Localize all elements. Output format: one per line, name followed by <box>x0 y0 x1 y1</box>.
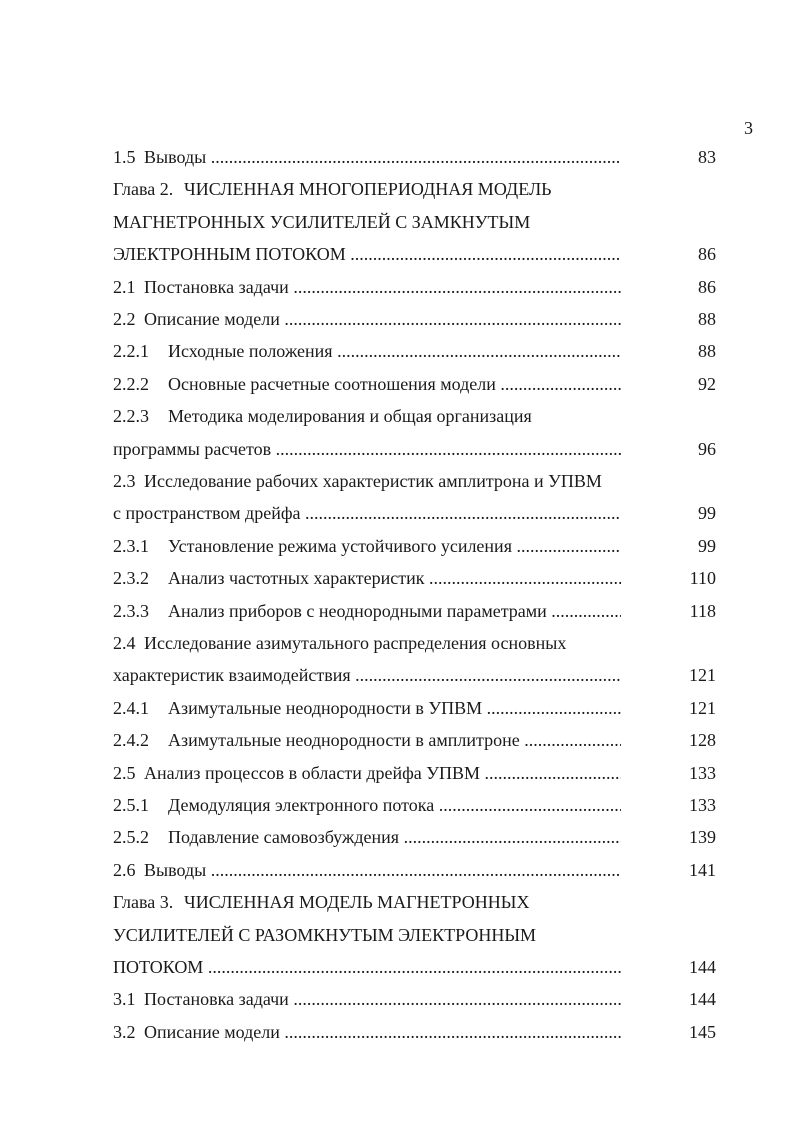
toc-entry-number: Глава 3. <box>113 892 174 912</box>
toc-entry-page: 141 <box>689 860 716 880</box>
toc-entry-number: 2.5.2 <box>113 827 149 847</box>
toc-entry-number: 2.4.2 <box>113 730 149 750</box>
toc-entry-number: 1.5 <box>113 147 136 167</box>
toc-entry-title: Описание модели <box>144 1022 280 1042</box>
toc-entry-number: 2.2.3 <box>113 406 149 426</box>
toc-entry-number: 2.4 <box>113 633 136 653</box>
toc-entry-title: Анализ процессов в области дрейфа УПВМ <box>144 763 481 783</box>
toc-entry <box>113 567 621 589</box>
toc-entry <box>113 794 621 816</box>
toc-entry-title: УСИЛИТЕЛЕЙ С РАЗОМКНУТЫМ ЭЛЕКТРОННЫМ <box>113 925 537 945</box>
toc-entry-page: 92 <box>698 374 716 394</box>
toc-entry-number: 2.3.3 <box>113 601 149 621</box>
toc-entry-title: ЧИСЛЕННАЯ МНОГОПЕРИОДНАЯ МОДЕЛЬ <box>184 179 552 199</box>
toc-entry-page: 133 <box>689 763 716 783</box>
toc-entry <box>113 1021 621 1043</box>
toc-entry-title: Демодуляция электронного потока <box>168 795 435 815</box>
toc-entry-page: 144 <box>689 957 716 977</box>
toc-entry <box>113 340 621 362</box>
toc-entry <box>113 988 621 1010</box>
toc-entry <box>113 535 621 557</box>
toc-entry-title: МАГНЕТРОННЫХ УСИЛИТЕЛЕЙ С ЗАМКНУТЫМ <box>113 212 531 232</box>
toc-entry-page: 88 <box>698 309 716 329</box>
toc-entry-page: 121 <box>689 698 716 718</box>
toc-entry-number: 2.3 <box>113 471 136 491</box>
toc-entry-page: 145 <box>689 1022 716 1042</box>
toc-entry-page: 144 <box>689 989 716 1009</box>
toc-entry-title: Выводы <box>144 860 207 880</box>
toc-entry-title: программы расчетов <box>113 439 272 459</box>
toc-entry-page: 96 <box>698 439 716 459</box>
toc-entry-title: Азимутальные неоднородности в амплитроне <box>168 730 520 750</box>
toc-entry-title: Установление режима устойчивого усиления <box>168 536 512 556</box>
toc-entry <box>113 276 621 298</box>
toc-entry-title: Исходные положения <box>168 341 333 361</box>
toc-entry-number: 3.1 <box>113 989 136 1009</box>
toc-entry <box>113 924 621 946</box>
toc-entry-page: 83 <box>698 147 716 167</box>
toc-entry-title: Азимутальные неоднородности в УПВМ <box>168 698 483 718</box>
toc-entry-number: 2.4.1 <box>113 698 149 718</box>
toc-entry-title: Исследование рабочих характеристик амплитрона и УПВМ <box>144 471 602 491</box>
toc-entry-number: 2.2.2 <box>113 374 149 394</box>
toc-entry-number: 2.1 <box>113 277 136 297</box>
toc-entry <box>113 308 621 330</box>
toc-entry <box>113 956 621 978</box>
toc-entry <box>113 438 621 460</box>
toc-entry-title: Подавление самовозбуждения <box>168 827 400 847</box>
toc-entry-title: ПОТОКОМ <box>113 957 204 977</box>
toc-entry <box>113 826 621 848</box>
toc-entry <box>113 632 621 654</box>
toc-entry-page: 86 <box>698 277 716 297</box>
toc-entry <box>113 859 621 881</box>
toc-entry <box>113 664 621 686</box>
toc-entry-title: Описание модели <box>144 309 280 329</box>
toc-entry-page: 86 <box>698 244 716 264</box>
toc-entry-number: 2.6 <box>113 860 136 880</box>
toc-entry-page: 121 <box>689 665 716 685</box>
toc-entry <box>113 762 621 784</box>
toc-entry-number: 2.3.1 <box>113 536 149 556</box>
toc-entry-page: 118 <box>689 601 716 621</box>
toc-entry <box>113 405 621 427</box>
toc-entry-title: ЧИСЛЕННАЯ МОДЕЛЬ МАГНЕТРОННЫХ <box>184 892 530 912</box>
toc-entry-title: Исследование азимутального распределения основных <box>144 633 567 653</box>
toc-entry-page: 133 <box>689 795 716 815</box>
toc-entry <box>113 729 621 751</box>
toc-entry-number: 2.5 <box>113 763 136 783</box>
toc-entry <box>113 243 621 265</box>
toc-entry <box>113 502 621 524</box>
toc-entry-title: с пространством дрейфа <box>113 503 301 523</box>
toc-entry-title: Постановка задачи <box>144 989 289 1009</box>
toc-entry-number: 3.2 <box>113 1022 136 1042</box>
toc-entry-page: 139 <box>689 827 716 847</box>
toc-entry-number: 2.2 <box>113 309 136 329</box>
toc-entry <box>113 146 621 168</box>
toc-entry-number: 2.5.1 <box>113 795 149 815</box>
toc-entry <box>113 891 621 913</box>
toc-entry <box>113 178 621 200</box>
toc-entry-title: ЭЛЕКТРОННЫМ ПОТОКОМ <box>113 244 346 264</box>
toc-entry <box>113 600 621 622</box>
toc-entry-page: 110 <box>689 568 716 588</box>
toc-entry-title: Постановка задачи <box>144 277 289 297</box>
toc-entry-number: 2.3.2 <box>113 568 149 588</box>
toc-entry <box>113 211 621 233</box>
toc-entry-title: характеристик взаимодействия <box>113 665 351 685</box>
toc-entry-page: 128 <box>689 730 716 750</box>
toc-entry-page: 99 <box>698 503 716 523</box>
toc-entry-number: Глава 2. <box>113 179 174 199</box>
toc-entry-title: Анализ приборов с неоднородными параметрами <box>168 601 547 621</box>
toc-entry-title: Основные расчетные соотношения модели <box>168 374 496 394</box>
toc-entry <box>113 470 621 492</box>
toc-entry-title: Анализ частотных характеристик <box>168 568 425 588</box>
toc-entry-page: 99 <box>698 536 716 556</box>
toc-entry <box>113 373 621 395</box>
toc-entry-page: 88 <box>698 341 716 361</box>
toc-entry-title: Методика моделирования и общая организация <box>168 406 532 426</box>
page-number: 3 <box>744 118 753 138</box>
toc-entry-title: Выводы <box>144 147 207 167</box>
toc-entry-number: 2.2.1 <box>113 341 149 361</box>
toc-entry <box>113 697 621 719</box>
